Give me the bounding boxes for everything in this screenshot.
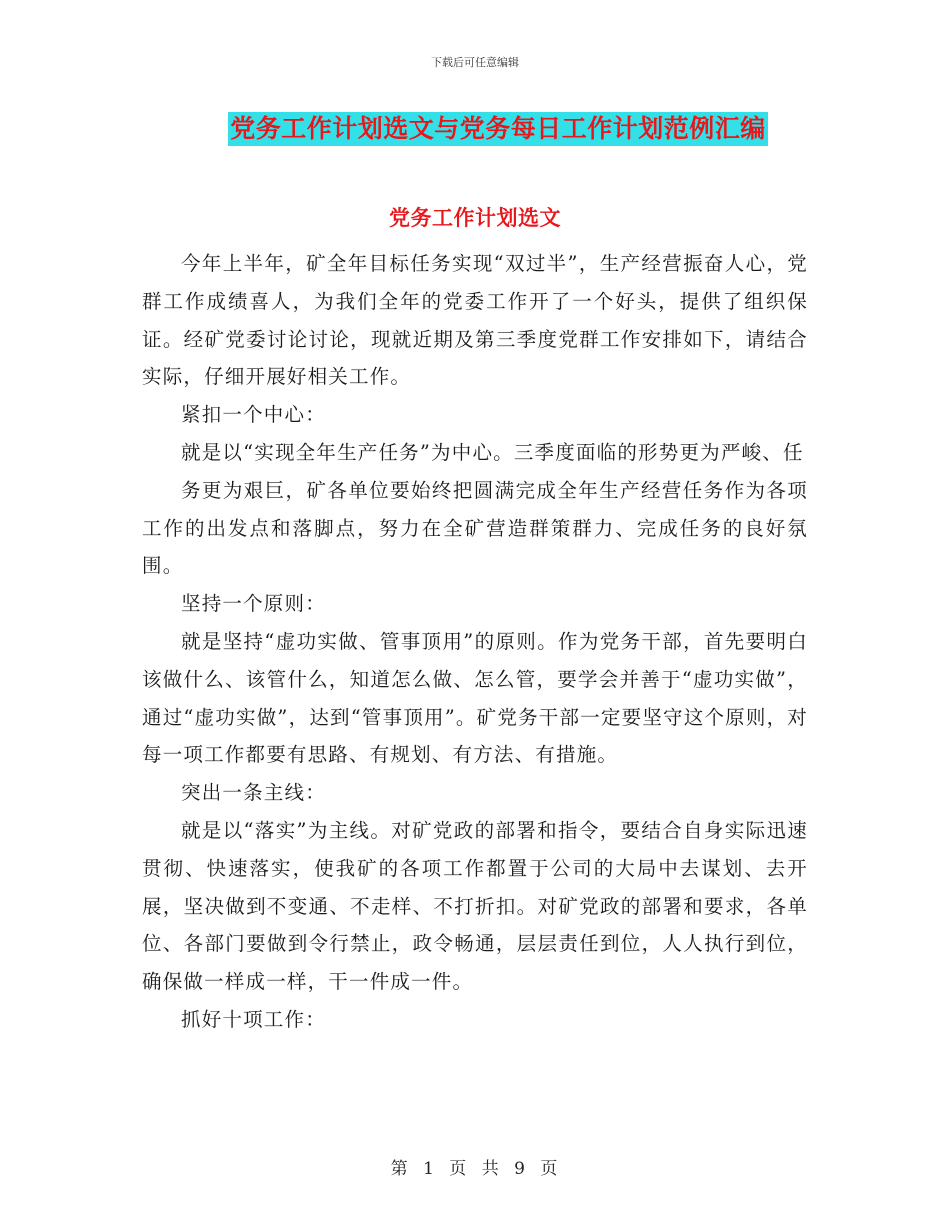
document-title: 党务工作计划选文与党务每日工作计划范例汇编 [228, 112, 768, 146]
document-body [142, 245, 808, 1039]
paragraph: 就是以“落实”为主线。对矿党政的部署和指令，要结合自身实际迅速贯彻、快速落实，使我矿的各项工作都置于公司的大局中去谋划、去开展，坚决做到不变通、不走样、不打折扣。对矿党政的部署和要求，各单位、各部门要做到令行禁止，政令畅通，层层责任到位，人人执行到位，确保做一样成一样，干一件成一件。 [142, 818, 808, 994]
page-footer: 第 1 页 共 9 页 [390, 1159, 560, 1179]
paragraph-heading: 坚持一个原则： [181, 592, 326, 616]
paragraph-heading: 突出一条主线： [181, 781, 326, 805]
document-title-container [0, 112, 950, 146]
header-note: 下载后可任意编辑 [431, 56, 519, 69]
section-title: 党务工作计划选文 [389, 206, 561, 230]
paragraph-heading: 抓好十项工作： [181, 1007, 326, 1031]
paragraph: 务更为艰巨，矿各单位要始终把圆满完成全年生产经营任务作为各项工作的出发点和落脚点，努力在全矿营造群策群力、完成任务的良好氛围。 [142, 478, 808, 578]
paragraph-heading: 紧扣一个中心： [181, 403, 326, 427]
paragraph: 就是以“实现全年生产任务”为中心。三季度面临的形势更为严峻、任 [181, 440, 804, 464]
paragraph: 就是坚持“虚功实做、管事顶用”的原则。作为党务干部，首先要明白该做什么、该管什么，知道怎么做、怎么管，要学会并善于“虚功实做”，通过“虚功实做”，达到“管事顶用”。矿党务干部一定要坚守这个原则，对每一项工作都要有思路、有规划、有方法、有措施。 [142, 629, 808, 767]
paragraph: 今年上半年，矿全年目标任务实现“双过半”，生产经营振奋人心，党群工作成绩喜人，为我们全年的党委工作开了一个好头，提供了组织保证。经矿党委讨论讨论，现就近期及第三季度党群工作安排如下，请结合实际，仔细开展好相关工作。 [142, 252, 808, 389]
